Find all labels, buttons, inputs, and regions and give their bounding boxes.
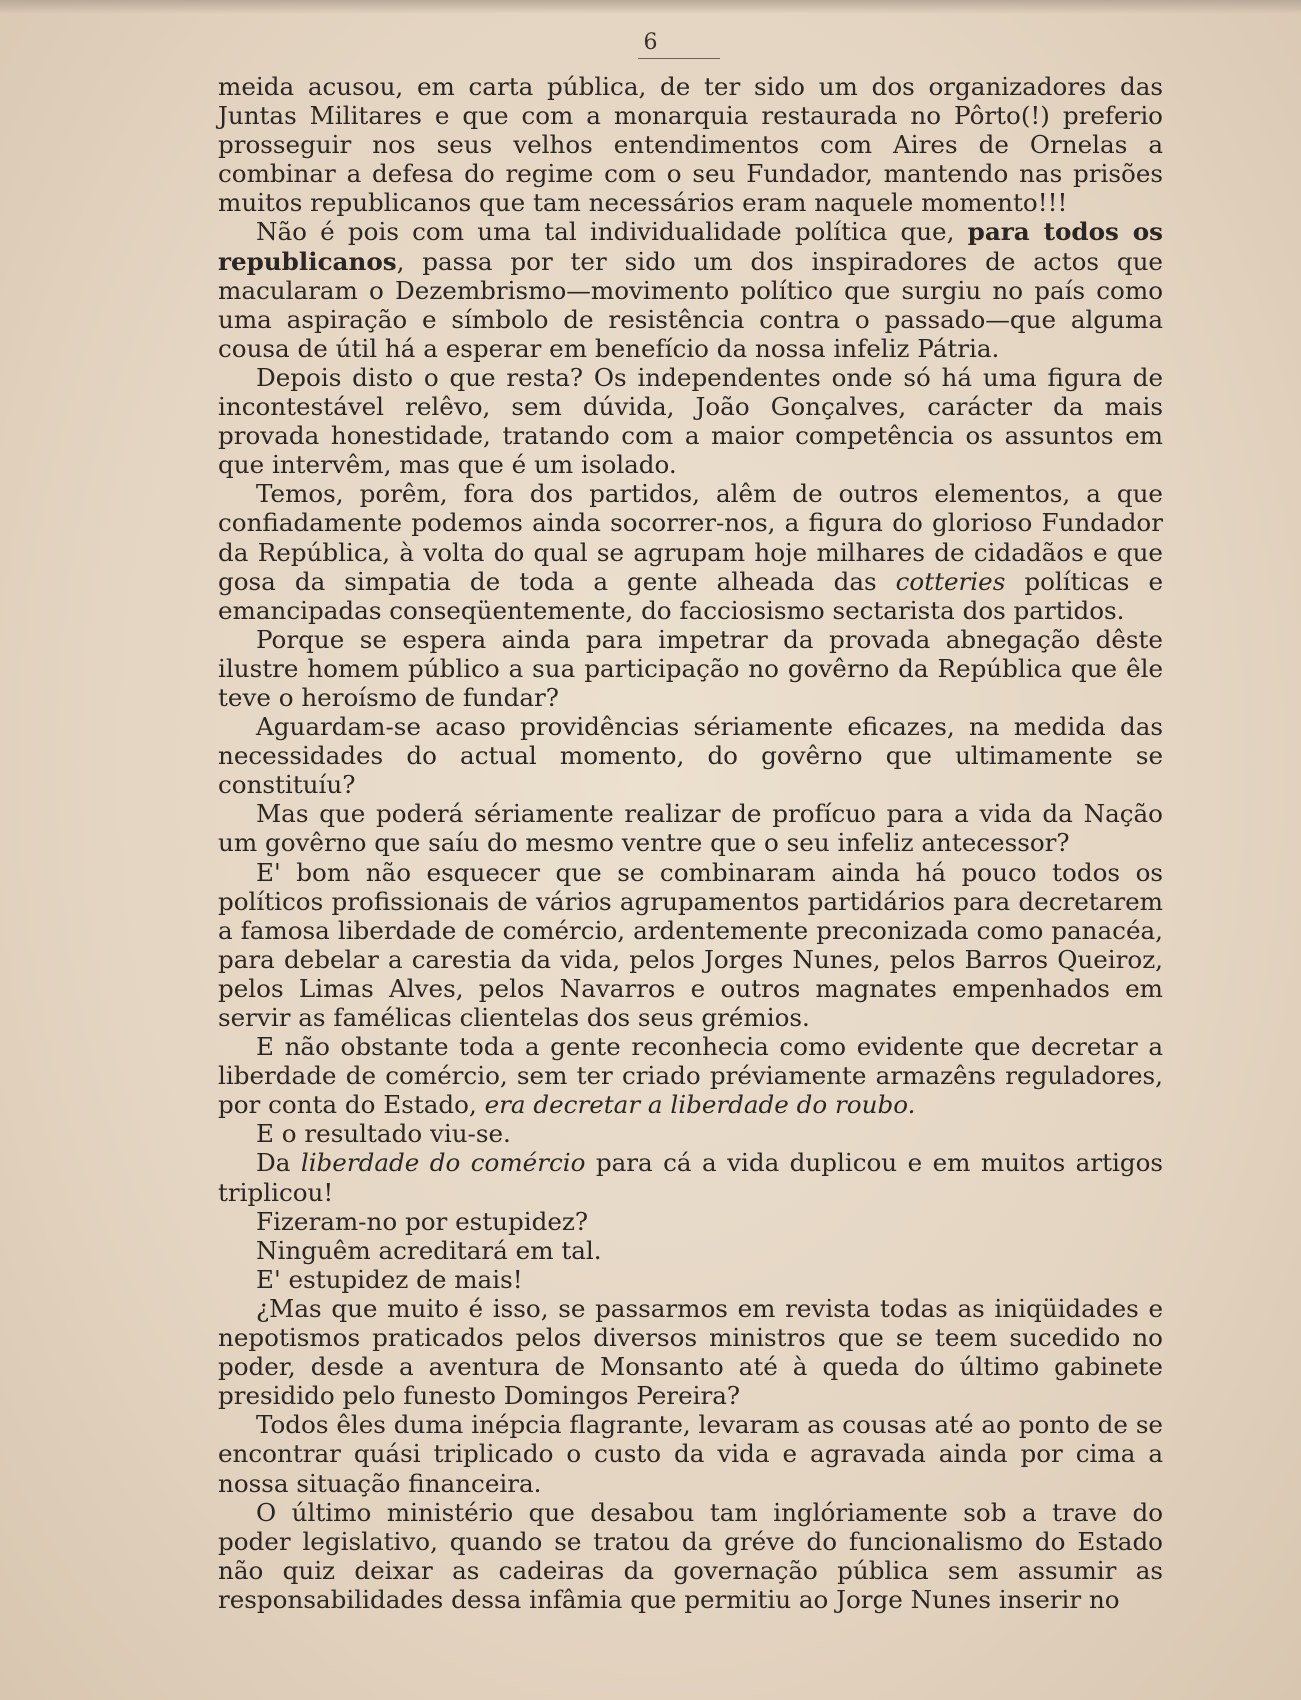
text-run: E' bom não esquecer que se combinaram ainda há pouco todos os políticos profissionais de vários agrupamentos partidários para decretarem a famosa liberdade de comércio, ardentemente preconizada como panacéa, para debelar a carestia da vida, pelos Jorges Nunes, pelos Barros Queiroz, pelos Limas Alves, pelos Navarros e outros magnates empenhados em servir as famélicas clientelas dos seus grémios. xyxy=(218,857,1163,1032)
article-body xyxy=(218,72,1163,1614)
text-run: Não é pois com uma tal individualidade política que, xyxy=(256,217,968,247)
text-run: meida acusou, em carta pública, de ter sido um dos organizadores das Juntas Militares e que com a monarquia restaurada no Pôrto(!) preferio prosseguir nos seus velhos entendimentos com Aires de Ornelas a combinar a defesa do regime com o seu Fundador, mantendo nas prisões muitos republicanos que tam necessários eram naquele momento!!! xyxy=(218,72,1163,218)
text-run: O último ministério que desabou tam inglóriamente sob a trave do poder legislativo, quando se tratou da gréve do funcionalismo do Estado não quiz deixar as cadeiras da governação pública sem assumir as responsabilidades dessa infâmia que permitiu ao Jorge Nunes inserir no xyxy=(218,1497,1163,1614)
text-run: políticas e emancipadas conseqüentemente, do facciosismo sectarista dos partidos. xyxy=(218,566,1163,625)
text-run: E não obstante toda a gente reconhecia como evidente que decretar a liberdade de comércio, sem ter criado préviamente armazêns reguladores, por conta do Estado, xyxy=(218,1032,1163,1120)
italic-text: liberdade do comércio xyxy=(300,1148,586,1178)
page-number-rule xyxy=(638,58,720,59)
text-run: Fizeram-no por estupidez? xyxy=(256,1206,589,1236)
paragraph xyxy=(218,479,1163,624)
paragraph xyxy=(218,1119,1163,1148)
paragraph xyxy=(218,1498,1163,1614)
paragraph xyxy=(218,712,1163,799)
paragraph xyxy=(218,1410,1163,1497)
bold-text: para todos os republicanos xyxy=(218,217,1163,276)
text-run: Porque se espera ainda para impetrar da provada abnegação dêste ilustre homem público a sua participação no govêrno da República que êle teve o heroísmo de fundar? xyxy=(218,624,1163,712)
paragraph xyxy=(218,625,1163,712)
paragraph xyxy=(218,363,1163,479)
text-run: E o resultado viu-se. xyxy=(256,1119,511,1149)
paragraph xyxy=(218,858,1163,1033)
text-run: Aguardam-se acaso providências sériamente eficazes, na medida das necessidades do actual momento, do govêrno que ultimamente se constituíu? xyxy=(218,712,1163,800)
paragraph xyxy=(218,1207,1163,1236)
paragraph xyxy=(218,1148,1163,1206)
text-run: Mas que poderá sériamente realizar de profícuo para a vida da Nação um govêrno que saíu do mesmo ventre que o seu infeliz antecessor? xyxy=(218,799,1163,858)
text-run: Temos, porêm, fora dos partidos, alêm de outros elementos, a que confiadamente podemos ainda socorrer-nos, a figura do glorioso Fundador da República, à volta do qual se agrupam hoje milhares de cidadãos e que gosa da simpatia de toda a gente alheada das xyxy=(218,479,1163,596)
paragraph xyxy=(218,1265,1163,1294)
text-run: E' estupidez de mais! xyxy=(256,1264,523,1294)
text-run: Depois disto o que resta? Os independentes onde só há uma figura de incontestável relêvo, sem dúvida, João Gonçalves, carácter da mais provada honestidade, tratando com a maior competência os assuntos em que intervêm, mas que é um isolado. xyxy=(218,362,1163,480)
paragraph xyxy=(218,1294,1163,1410)
paragraph xyxy=(218,1032,1163,1119)
paragraph xyxy=(218,72,1163,217)
text-run: , passa por ter sido um dos inspiradores de actos que macularam o Dezembrismo—movimento político que surgiu no país como uma aspiração e símbolo de resistência contra o passado—que alguma cousa de útil há a esperar em benefício da nossa infeliz Pátria. xyxy=(218,246,1163,363)
paragraph xyxy=(218,799,1163,857)
italic-text: era decretar a liberdade do roubo. xyxy=(484,1090,916,1120)
text-run: para cá a vida duplicou e em muitos artigos triplicou! xyxy=(218,1148,1163,1207)
italic-text: cotteries xyxy=(895,566,1006,596)
paragraph xyxy=(218,217,1163,362)
text-run: Ninguêm acreditará em tal. xyxy=(256,1235,602,1265)
page-number: 6 xyxy=(643,30,658,55)
paragraph xyxy=(218,1236,1163,1265)
text-run: Da xyxy=(256,1148,301,1178)
page-top-edge xyxy=(0,0,1301,14)
text-run: ¿Mas que muito é isso, se passarmos em revista todas as iniqüidades e nepotismos praticados pelos diversos ministros que se teem sucedido no poder, desde a aventura de Monsanto até à queda do último gabinete presidido pelo funesto Domingos Pereira? xyxy=(218,1293,1163,1411)
text-run: Todos êles duma inépcia flagrante, levaram as cousas até ao ponto de se encontrar quási triplicado o custo da vida e agravada ainda por cima a nossa situação financeira. xyxy=(218,1410,1163,1498)
